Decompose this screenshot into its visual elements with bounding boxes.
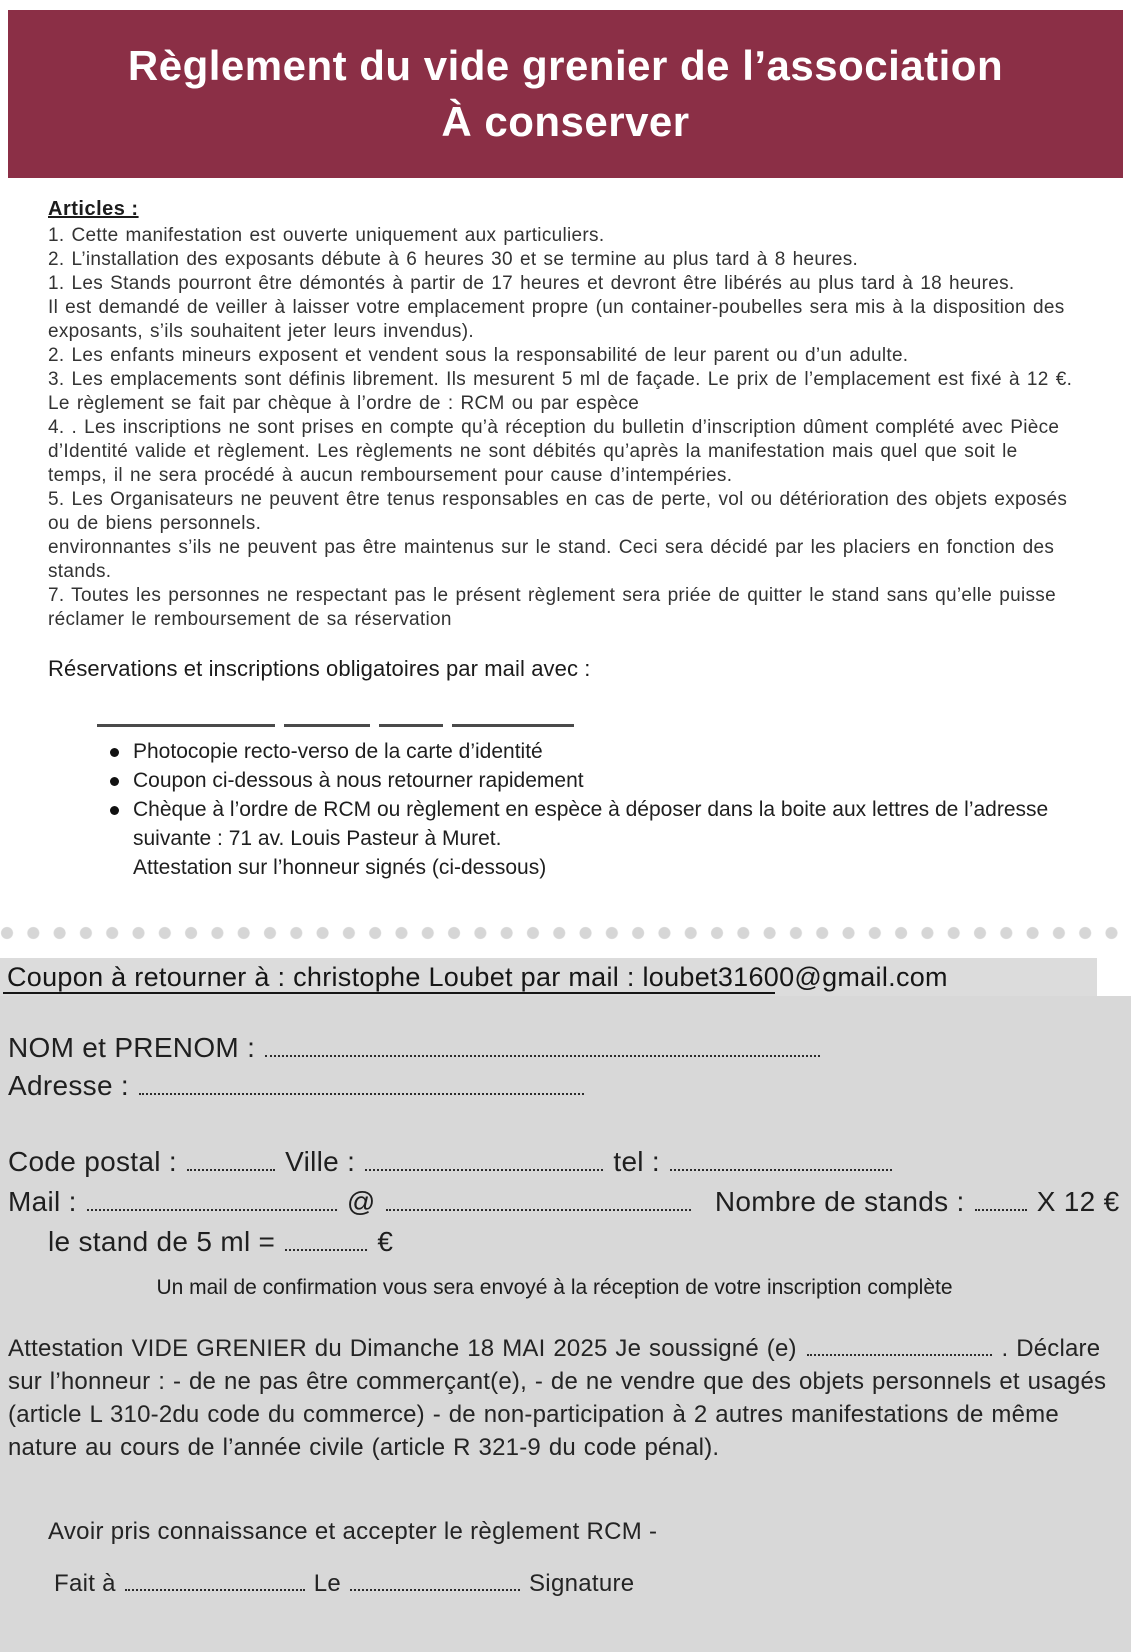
articles-heading: Articles : — [48, 198, 139, 220]
blank-line-segment-4 — [452, 724, 574, 727]
attestation-note: Attestation sur l’honneur signés (ci-dessous) — [133, 856, 547, 879]
attestation-paragraph — [8, 1332, 1131, 1464]
tel-blank — [670, 1164, 892, 1171]
rules-section — [0, 178, 1131, 882]
article-item-7: 4. . Les inscriptions ne sont prises en compte qu’à réception du bulletin d’inscription dûment complété avec Pièce d’Identité valide et règlement. Les règlements ne sont débités qu’après la manifestation mais quel que soit le temps, il ne sera procédé à aucun remboursement pour cause d’intempéries. — [48, 417, 1060, 486]
mail-local-blank — [87, 1204, 337, 1211]
list-item — [110, 737, 1068, 766]
stands-count-label: Nombre de stands : — [714, 1186, 965, 1217]
blank-line-segment-2 — [284, 724, 370, 727]
document-title-banner — [8, 10, 1123, 178]
document-title-line2: À conserver — [441, 98, 690, 145]
list-item-text: Photocopie recto-verso de la carte d’identité — [133, 740, 543, 763]
list-item — [110, 766, 1068, 795]
stands-price-suffix: X 12 € — [1036, 1186, 1120, 1217]
mail-label: Mail : — [8, 1186, 77, 1217]
address-field-label: Adresse : — [8, 1070, 129, 1101]
article-item-3: 1. Les Stands pourront être démontés à partir de 17 heures et devront être libérés au plus tard à 18 heures. — [48, 273, 1015, 294]
at-sign: @ — [346, 1186, 376, 1217]
document-title-line1: Règlement du vide grenier de l’association — [127, 41, 1004, 89]
name-field-row — [8, 1030, 1131, 1066]
date-blank — [350, 1584, 520, 1591]
requirements-list — [110, 737, 1068, 853]
article-item-6: 3. Les emplacements sont définis librement. Ils mesurent 5 ml de façade. Le prix de l’emplacement est fixé à 12 €. Le règlement se fait par chèque à l’ordre de : RCM ou par espèce — [48, 369, 1073, 414]
dotted-cut-line — [0, 926, 1131, 941]
acceptance-line: Avoir pris connaissance et accepter le règlement RCM - — [48, 1518, 658, 1545]
blank-write-in-lines — [97, 724, 1083, 727]
article-item-1: 1. Cette manifestation est ouverte uniquement aux particuliers. — [48, 225, 605, 246]
fait-a-label: Fait à — [54, 1570, 116, 1597]
reservations-intro: Réservations et inscriptions obligatoires par mail avec : — [48, 656, 591, 681]
list-item-text: Coupon ci-dessous à nous retourner rapidement — [133, 769, 584, 792]
article-item-10: 7. Toutes les personnes ne respectant pas le présent règlement sera priée de quitter le stand sans qu’elle puisse réclamer le remboursement de sa réservation — [48, 585, 1056, 630]
name-field-blank — [265, 1050, 820, 1057]
city-label: Ville : — [285, 1146, 356, 1177]
fait-a-blank — [125, 1584, 305, 1591]
blank-line-segment-3 — [379, 724, 443, 727]
confirmation-note: Un mail de confirmation vous sera envoyé à la réception de votre inscription complète — [156, 1276, 953, 1299]
coupon-heading: Coupon à retourner à : christophe Loubet par mail : loubet31600@gmail.com — [0, 958, 1097, 996]
coupon-form — [0, 996, 1131, 1652]
article-item-9: environnantes s’ils ne peuvent pas être maintenus sur le stand. Ceci sera décidé par les placiers en fonction des stands. — [48, 537, 1055, 582]
signature-row — [8, 1570, 1131, 1598]
list-item-text: Chèque à l’ordre de RCM ou règlement en espèce à déposer dans la boite aux lettres de l’adresse suivante : 71 av. Louis Pasteur à Muret. — [133, 798, 1049, 850]
stand-total-label: le stand de 5 ml = — [48, 1226, 276, 1257]
city-blank — [365, 1164, 603, 1171]
list-item — [110, 795, 1068, 853]
signature-label: Signature — [529, 1570, 635, 1597]
attestation-text-part2: . Déclare sur l’honneur : - de ne pas être commerçant(e), - de ne vendre que des objets personnels et usagés (article L 310-2du code du commerce) - de non-participation à 2 autres manifestations de même nature au cours de l’année civile (article R 321-9 du code pénal). — [8, 1335, 1107, 1461]
article-item-8: 5. Les Organisateurs ne peuvent être tenus responsables en cas de perte, vol ou détérioration des objets exposés ou de biens personnels. — [48, 489, 1068, 534]
article-item-5: 2. Les enfants mineurs exposent et vendent sous la responsabilité de leur parent ou d’un adulte. — [48, 345, 909, 366]
attestation-text-part1: Attestation VIDE GRENIER du Dimanche 18 MAI 2025 Je soussigné (e) — [8, 1335, 797, 1362]
blank-line-segment-1 — [97, 724, 275, 727]
stand-total-row — [8, 1224, 1131, 1260]
coupon-section — [0, 958, 1131, 1652]
mail-domain-blank — [386, 1204, 691, 1211]
euro-sign: € — [377, 1226, 394, 1257]
postal-code-blank — [187, 1164, 275, 1171]
address-field-blank — [139, 1088, 584, 1095]
bullet-dot-icon — [110, 806, 119, 815]
stands-count-blank — [975, 1204, 1027, 1211]
address-field-row — [8, 1068, 1131, 1104]
mail-stands-row — [8, 1184, 1131, 1220]
article-item-4: Il est demandé de veiller à laisser votre emplacement propre (un container-poubelles sera mis à la disposition des exposants, s’ils souhaitent jeter leurs invendus). — [48, 297, 1065, 342]
postal-city-tel-row — [8, 1144, 1131, 1180]
stand-total-blank — [285, 1244, 367, 1251]
postal-code-label: Code postal : — [8, 1146, 177, 1177]
bullet-dot-icon — [110, 748, 119, 757]
bullet-dot-icon — [110, 777, 119, 786]
le-label: Le — [313, 1570, 342, 1597]
attestation-name-blank — [807, 1349, 992, 1356]
name-field-label: NOM et PRENOM : — [8, 1032, 256, 1063]
tel-label: tel : — [613, 1146, 660, 1177]
article-item-2: 2. L’installation des exposants débute à 6 heures 30 et se termine au plus tard à 8 heures. — [48, 249, 859, 270]
